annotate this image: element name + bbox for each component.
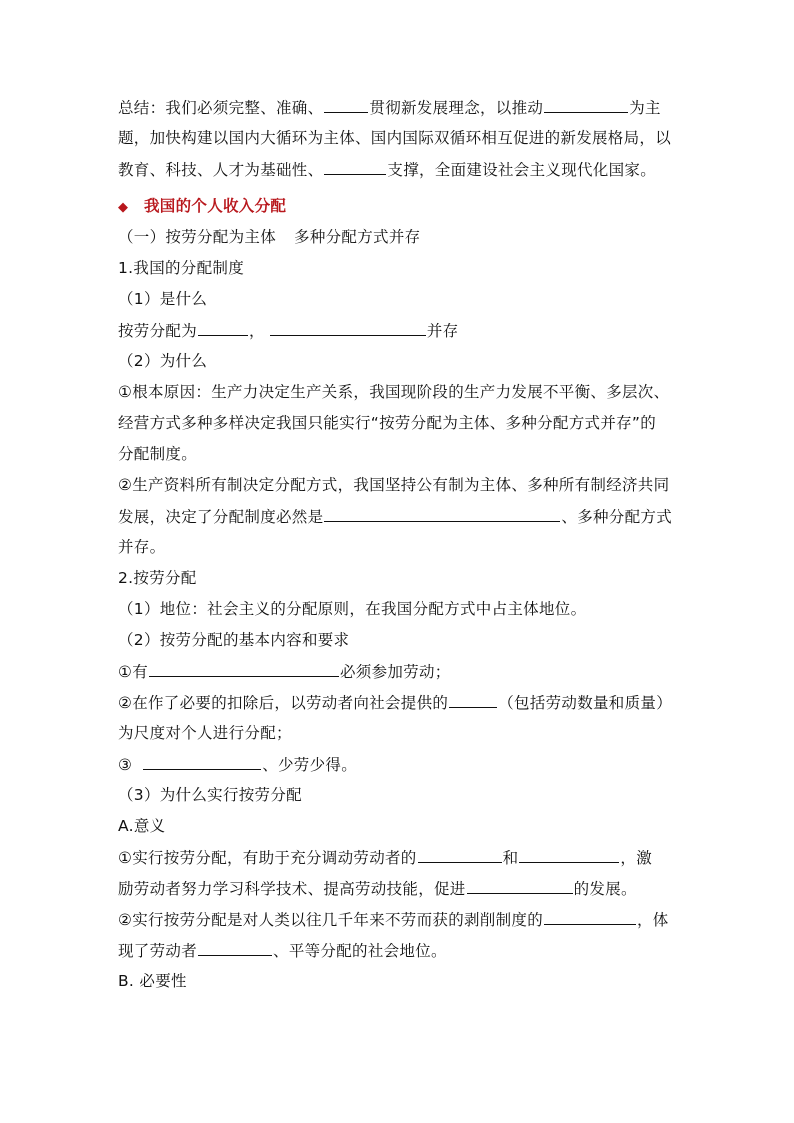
- necessity-title: B. 必要性: [118, 972, 187, 990]
- significance-title: A.意义: [118, 817, 166, 835]
- blank-field[interactable]: [324, 159, 386, 175]
- meaning-text: ，激: [620, 849, 653, 867]
- reason-1-line-2: 经营方式多种多样决定我国只能实行“按劳分配为主体、多种分配方式并存”的: [118, 414, 657, 432]
- requirements-title: （2）按劳分配的基本内容和要求: [118, 631, 350, 649]
- answer-text: ，: [249, 322, 265, 340]
- requirement-text: 、少劳少得。: [262, 756, 358, 774]
- blank-field[interactable]: [324, 97, 368, 113]
- requirement-1: [118, 661, 451, 682]
- summary-text: 为主: [629, 99, 661, 117]
- meaning-text: ①实行按劳分配，有助于充分调动劳动者的: [118, 849, 417, 867]
- requirement-text: ①有: [118, 663, 148, 681]
- diamond-icon: ◆: [118, 200, 129, 215]
- subsection-title-part: 多种分配方式并存: [294, 228, 421, 246]
- reason-1-line-3: 分配制度。: [118, 445, 198, 463]
- summary-text: 支撑，全面建设社会主义现代化国家。: [387, 161, 657, 179]
- subsection-title-part: （一）按劳分配为主体: [118, 228, 277, 246]
- summary-line-2: 题，加快构建以国内大循环为主体、国内国际双循环相互促进的新发展格局，以: [118, 129, 672, 147]
- meaning-text: 现了劳动者: [118, 942, 198, 960]
- requirement-text: ②在作了必要的扣除后，以劳动者向社会提供的: [118, 694, 449, 712]
- position-text: （1）地位：社会主义的分配原则，在我国分配方式中占主体地位。: [118, 600, 587, 618]
- meaning-text: ，体: [637, 911, 669, 929]
- reason-1-line-1: ①根本原因：生产力决定生产关系，我国现阶段的生产力发展不平衡、多层次、: [118, 383, 670, 401]
- question-what: （1）是什么: [118, 290, 208, 308]
- summary-text: 贯彻新发展理念，以推动: [369, 99, 544, 117]
- meaning-text: ②实行按劳分配是对人类以往几千年来不劳而获的剥削制度的: [118, 911, 543, 929]
- reason-text: 、多种分配方式: [561, 508, 673, 526]
- blank-field[interactable]: [418, 847, 502, 863]
- summary-text: 总结：我们必须完整、准确、: [118, 99, 324, 117]
- subsection-title: [118, 227, 420, 247]
- meaning-text: 的发展。: [573, 880, 637, 898]
- point-2-title: 2.按劳分配: [118, 569, 197, 587]
- meaning-1-line-1: [118, 847, 652, 868]
- blank-field[interactable]: [467, 878, 573, 894]
- blank-field[interactable]: [143, 754, 261, 770]
- requirement-3: [118, 754, 357, 775]
- meaning-2-line-2: [118, 940, 447, 961]
- reason-2-line-1: ②生产资料所有制决定分配方式，我国坚持公有制为主体、多种所有制经济共同: [118, 476, 670, 494]
- summary-text: 教育、科技、人才为基础性、: [118, 161, 324, 179]
- meaning-text: 、平等分配的社会地位。: [273, 942, 447, 960]
- blank-field[interactable]: [149, 661, 339, 677]
- blank-field[interactable]: [324, 506, 560, 522]
- blank-field[interactable]: [198, 320, 248, 336]
- summary-line-1: [118, 97, 661, 118]
- summary-line-3: [118, 159, 656, 180]
- reason-2-line-3: 并存。: [118, 538, 166, 556]
- blank-field[interactable]: [198, 940, 272, 956]
- meaning-1-line-2: [118, 878, 637, 899]
- blank-field[interactable]: [519, 847, 619, 863]
- requirement-text: ③: [118, 756, 133, 774]
- answer-text: 并存: [426, 322, 459, 340]
- meaning-2-line-1: [118, 909, 669, 930]
- requirement-2-line-2: 为尺度对个人进行分配；: [118, 724, 292, 742]
- question-why: （2）为什么: [118, 352, 208, 370]
- requirement-text: （包括劳动数量和质量）: [498, 694, 673, 712]
- blank-field[interactable]: [544, 97, 628, 113]
- meaning-text: 和: [502, 849, 519, 867]
- requirement-2-line-1: [118, 692, 672, 713]
- why-title: （3）为什么实行按劳分配: [118, 786, 302, 804]
- section-heading: [118, 196, 286, 218]
- heading-text: 我国的个人收入分配: [144, 197, 287, 215]
- blank-field[interactable]: [270, 320, 426, 336]
- meaning-text: 励劳动者努力学习科学技术、提高劳动技能，促进: [118, 880, 466, 898]
- requirement-text: 必须参加劳动；: [340, 663, 451, 681]
- blank-field[interactable]: [544, 909, 636, 925]
- answer-text: 按劳分配为: [118, 322, 198, 340]
- what-answer: [118, 320, 458, 341]
- reason-text: 发展，决定了分配制度必然是: [118, 508, 324, 526]
- point-1-title: 1.我国的分配制度: [118, 259, 244, 277]
- blank-field[interactable]: [449, 692, 497, 708]
- reason-2-line-2: [118, 506, 672, 527]
